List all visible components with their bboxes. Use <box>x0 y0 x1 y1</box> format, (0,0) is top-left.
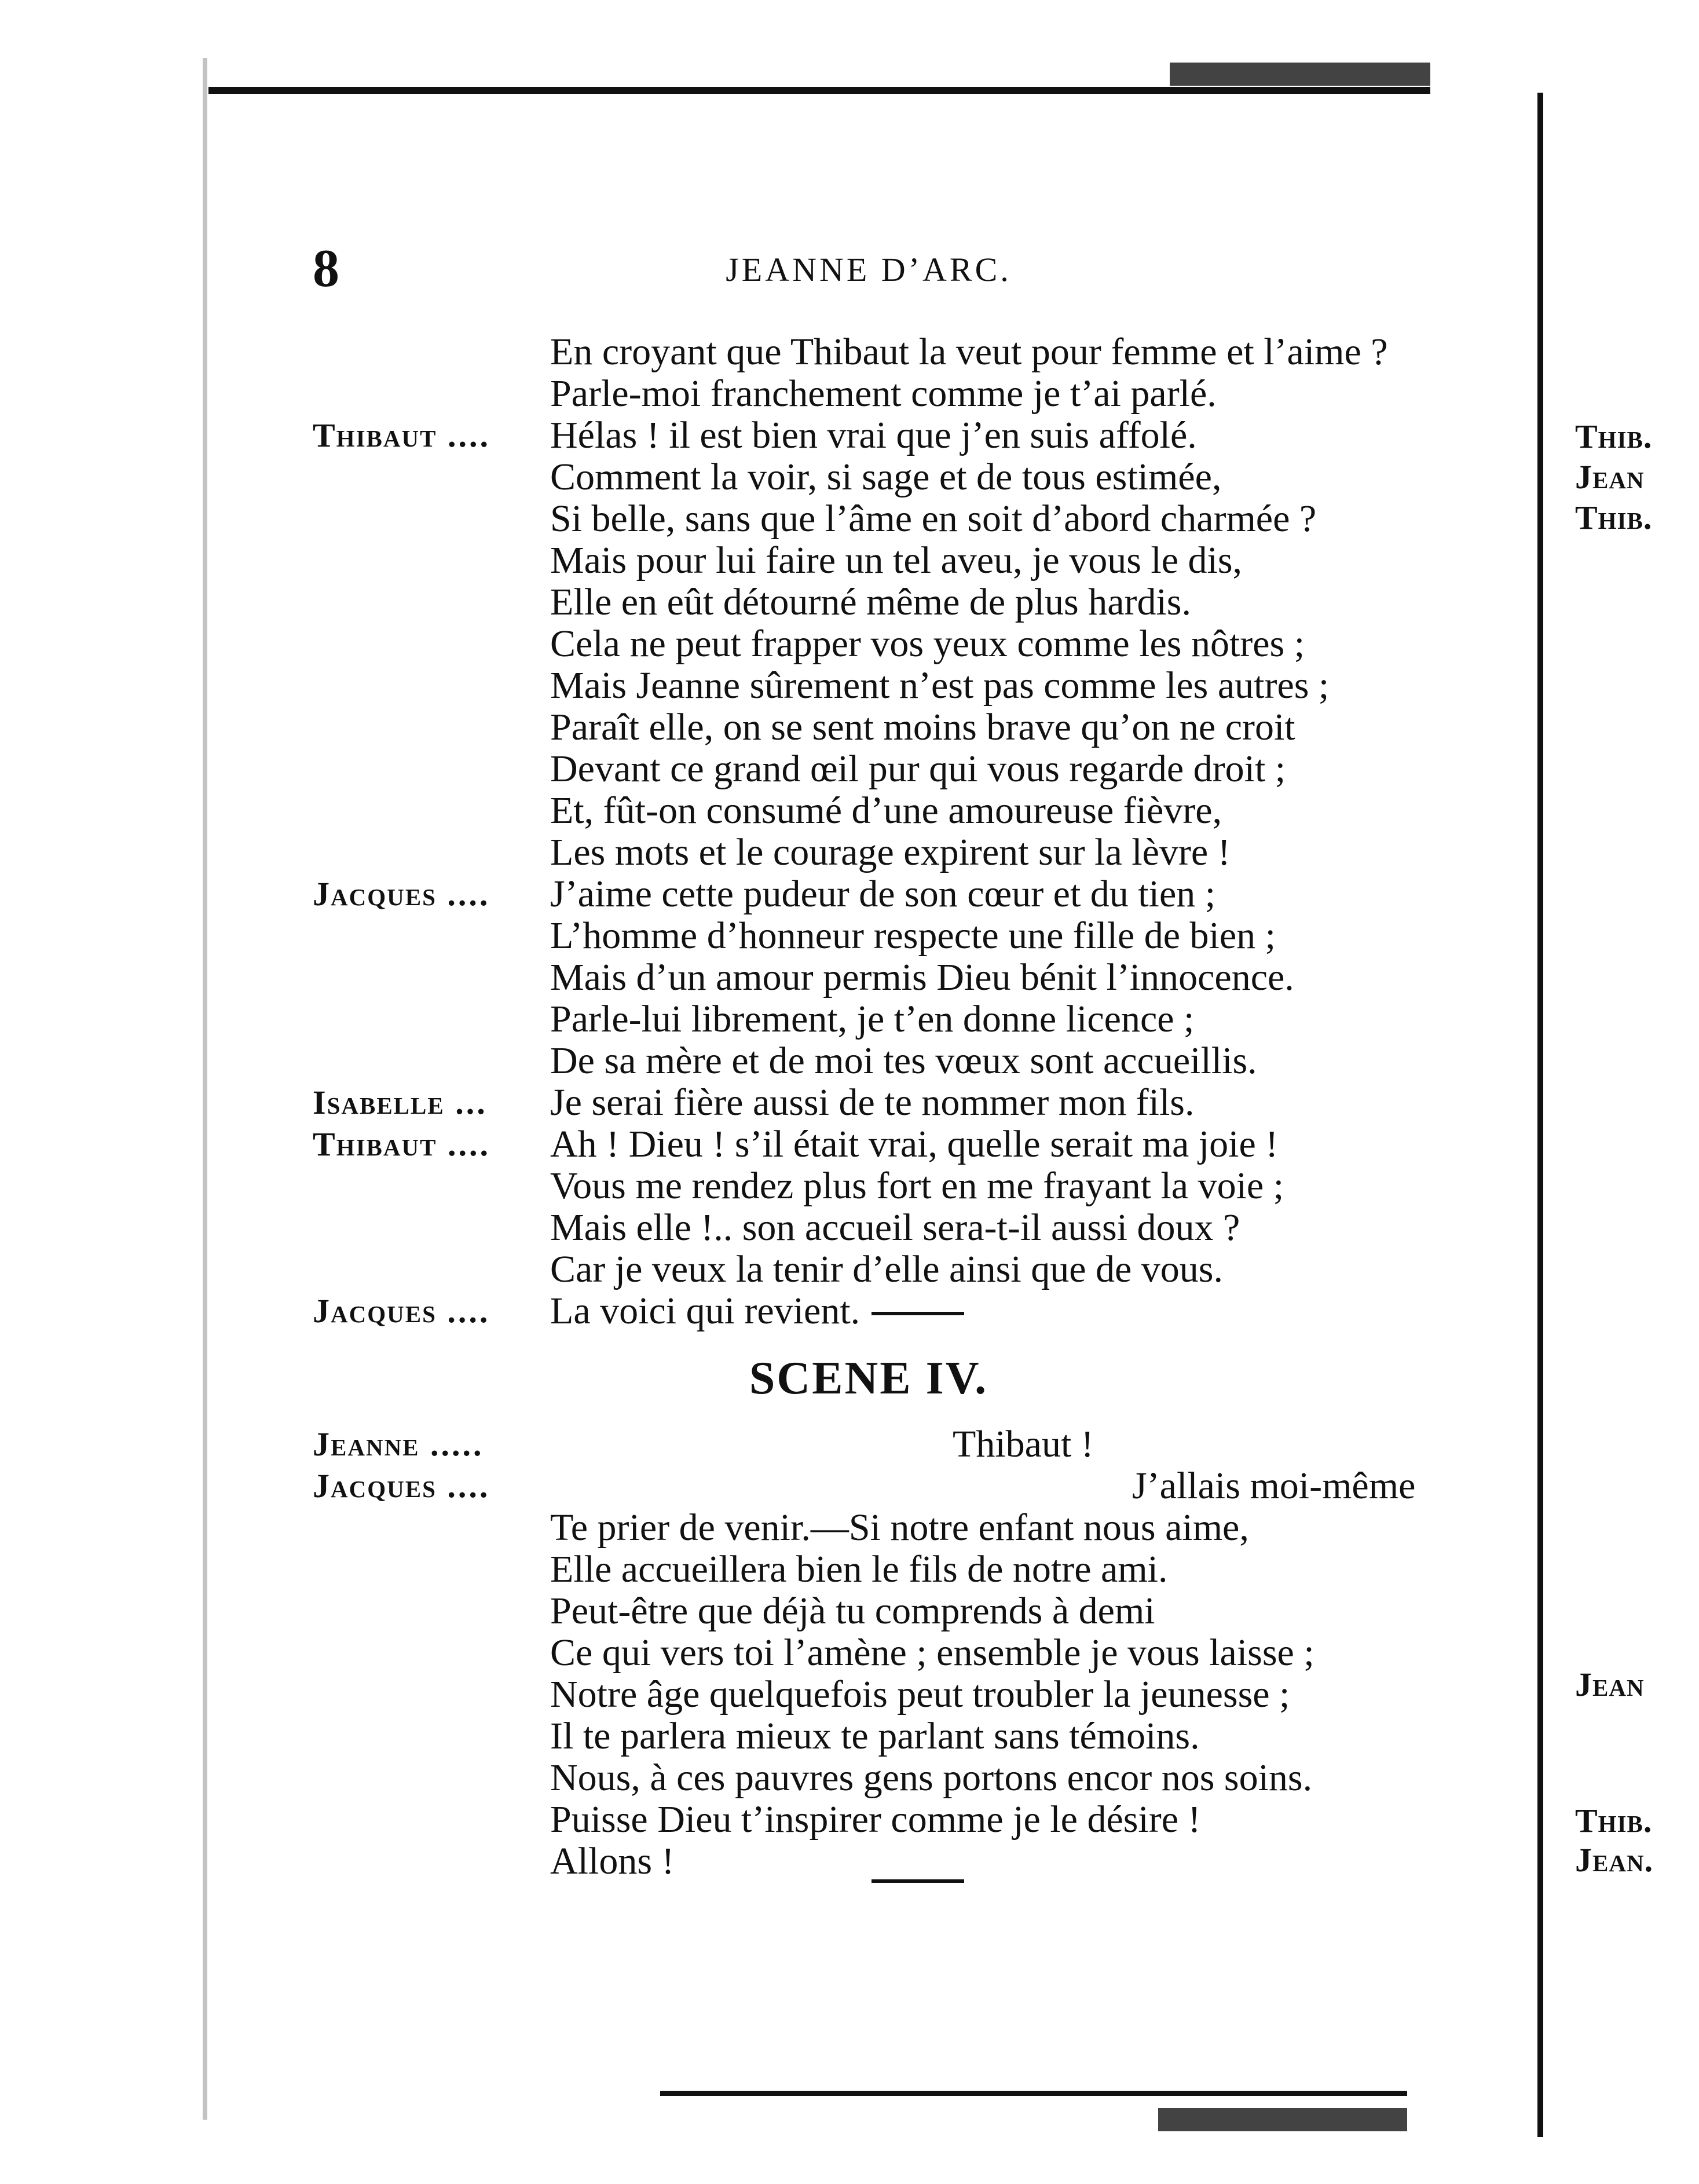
verse-text: J’aime cette pudeur de son cœur et du tien ; <box>550 873 1216 915</box>
scene-3-line <box>313 915 1552 957</box>
verse-text: Devant ce grand œil pur qui vous regarde droit ; <box>550 748 1286 790</box>
speaker-label: Jacques <box>313 1467 437 1505</box>
scene-3-line <box>313 998 1552 1040</box>
speaker-leader-dots: .... <box>437 1125 490 1163</box>
scene-3-line <box>313 1290 1552 1332</box>
verse-text: Si belle, sans que l’âme en soit d’abord charmée ? <box>550 497 1317 540</box>
scene-3-line <box>313 1207 1552 1249</box>
margin-speaker-fragment: Thib. <box>1575 499 1653 536</box>
speaker-leader-dots: .... <box>436 875 490 913</box>
top-border-rule <box>208 87 1430 94</box>
top-border-shadow <box>1170 63 1430 86</box>
scene-4-line <box>313 1424 1552 1465</box>
left-border-rule <box>203 58 207 2120</box>
bottom-border-shadow <box>1158 2108 1407 2131</box>
speaker-label: Isabelle <box>313 1084 445 1121</box>
verse-text: Mais d’un amour permis Dieu bénit l’innocence. <box>550 956 1294 998</box>
scene-3-line <box>313 1165 1552 1207</box>
verse-text: En croyant que Thibaut la veut pour femme et l’aime ? <box>550 331 1388 373</box>
speaker-label: Jacques <box>313 1292 437 1330</box>
margin-speaker-fragment: Thib. <box>1575 418 1653 455</box>
speaker-name <box>313 1124 490 1165</box>
verse-text: Comment la voir, si sage et de tous estimée, <box>550 456 1222 498</box>
scene-3-line <box>313 373 1552 415</box>
scene-3-line <box>313 498 1552 540</box>
scene-3-line <box>313 748 1552 790</box>
separator-rule-2 <box>872 1879 964 1883</box>
scene-3-line <box>313 456 1552 498</box>
verse-text: Mais Jeanne sûrement n’est pas comme les autres ; <box>550 664 1330 707</box>
scene-3-line <box>313 1040 1552 1082</box>
speaker-leader-dots: .... <box>437 416 490 454</box>
verse-text: Les mots et le courage expirent sur la lèvre ! <box>550 831 1231 873</box>
speaker-label: Jacques <box>313 875 437 913</box>
speaker-leader-dots: ... <box>444 1084 488 1121</box>
scene-4-line <box>313 1841 1552 1882</box>
verse-text: Mais elle !.. son accueil sera-t-il aussi doux ? <box>550 1206 1240 1249</box>
verse-text: Notre âge quelquefois peut troubler la jeunesse ; <box>550 1673 1290 1715</box>
scene-4-line <box>313 1632 1552 1674</box>
dialogue-block-scene-3 <box>313 331 1552 1332</box>
scene-3-line <box>313 623 1552 665</box>
dialogue-block-scene-4 <box>313 1424 1552 1882</box>
verse-text: L’homme d’honneur respecte une fille de bien ; <box>550 914 1276 957</box>
scene-3-line <box>313 540 1552 581</box>
verse-text: Te prier de venir.—Si notre enfant nous aime, <box>550 1506 1249 1549</box>
verse-text: Nous, à ces pauvres gens portons encor nos soins. <box>550 1757 1313 1799</box>
speaker-leader-dots: ..... <box>419 1425 484 1463</box>
speaker-name <box>313 1082 488 1124</box>
scene-3-line <box>313 790 1552 832</box>
scene-3-line <box>313 957 1552 998</box>
scene-3-line <box>313 1082 1552 1124</box>
page-number: 8 <box>313 239 339 298</box>
scene-3-line <box>313 331 1552 373</box>
verse-text: Elle en eût détourné même de plus hardis. <box>550 581 1191 623</box>
scene-3-line <box>313 832 1552 873</box>
scene-4-line <box>313 1507 1552 1549</box>
scene-title: SCENE IV. <box>749 1353 988 1404</box>
scene-4-line <box>313 1465 1552 1507</box>
scene-3-line <box>313 873 1552 915</box>
scene-3-line <box>313 707 1552 748</box>
speaker-leader-dots: .... <box>436 1292 490 1330</box>
scene-3-line <box>313 415 1552 456</box>
verse-text: Mais pour lui faire un tel aveu, je vous le dis, <box>550 539 1243 581</box>
running-head: JEANNE D’ARC. <box>726 251 1012 288</box>
speaker-name <box>313 1465 490 1507</box>
speaker-leader-dots: .... <box>436 1467 490 1505</box>
verse-text: Paraît elle, on se sent moins brave qu’on ne croit <box>550 706 1295 748</box>
margin-speaker-fragment: Jean <box>1575 458 1645 496</box>
verse-text: Allons ! <box>550 1840 675 1882</box>
scene-3-line <box>313 1249 1552 1290</box>
margin-speaker-fragment: Thib. <box>1575 1802 1653 1839</box>
verse-text: J’allais moi-même <box>1132 1465 1416 1507</box>
verse-text: Vous me rendez plus fort en me frayant la voie ; <box>550 1165 1284 1207</box>
scene-4-line <box>313 1799 1552 1841</box>
speaker-label: Jeanne <box>313 1425 420 1463</box>
speaker-name <box>313 1290 490 1332</box>
separator-rule-1 <box>872 1312 964 1315</box>
speaker-name <box>313 1424 484 1465</box>
verse-text: Puisse Dieu t’inspirer comme je le désire ! <box>550 1798 1201 1841</box>
verse-text: Il te parlera mieux te parlant sans témoins. <box>550 1715 1200 1757</box>
scene-3-line <box>313 1124 1552 1165</box>
verse-text: Hélas ! il est bien vrai que j’en suis affolé. <box>550 414 1197 456</box>
scene-4-line <box>313 1757 1552 1799</box>
scene-4-line <box>313 1549 1552 1590</box>
scene-3-line <box>313 581 1552 623</box>
scene-3-line <box>313 665 1552 707</box>
verse-text: Parle-moi franchement comme je t’ai parlé. <box>550 372 1217 415</box>
verse-text: Elle accueillera bien le fils de notre ami. <box>550 1548 1168 1590</box>
verse-text: Cela ne peut frapper vos yeux comme les nôtres ; <box>550 623 1305 665</box>
speaker-name <box>313 415 490 456</box>
verse-text: Je serai fière aussi de te nommer mon fils. <box>550 1081 1195 1124</box>
verse-text: Thibaut ! <box>953 1423 1094 1465</box>
verse-text: Peut-être que déjà tu comprends à demi <box>550 1590 1155 1632</box>
verse-text: Et, fût-on consumé d’une amoureuse fièvre, <box>550 789 1222 832</box>
verse-text: Car je veux la tenir d’elle ainsi que de vous. <box>550 1248 1223 1290</box>
margin-speaker-fragment: Jean. <box>1575 1841 1654 1879</box>
verse-text: La voici qui revient. <box>550 1290 861 1332</box>
verse-text: Parle-lui librement, je t’en donne licence ; <box>550 998 1195 1040</box>
speaker-name <box>313 873 490 915</box>
scene-4-line <box>313 1590 1552 1632</box>
bottom-border-rule <box>660 2091 1407 2096</box>
speaker-label: Thibaut <box>313 416 437 454</box>
verse-text: Ah ! Dieu ! s’il était vrai, quelle serait ma joie ! <box>550 1123 1279 1165</box>
verse-text: Ce qui vers toi l’amène ; ensemble je vous laisse ; <box>550 1631 1314 1674</box>
speaker-label: Thibaut <box>313 1125 437 1163</box>
verse-text: De sa mère et de moi tes vœux sont accueillis. <box>550 1040 1257 1082</box>
scene-4-line <box>313 1674 1552 1715</box>
scene-4-line <box>313 1715 1552 1757</box>
margin-speaker-fragment: Jean <box>1575 1666 1645 1703</box>
